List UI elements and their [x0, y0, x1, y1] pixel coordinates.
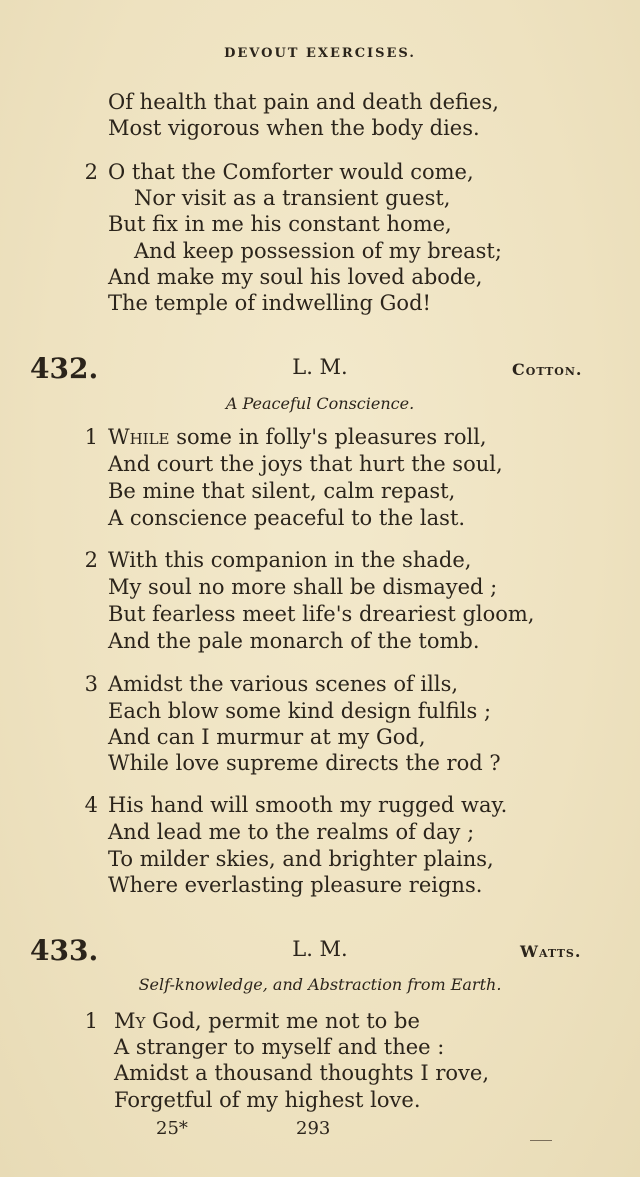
initial-word: While: [108, 425, 170, 449]
verse-line: And keep possession of my breast;: [134, 239, 502, 263]
stanza-number: 1: [84, 1009, 98, 1033]
hymn-number: 433.: [30, 934, 99, 967]
verse-line: Amidst a thousand thoughts I rove,: [114, 1061, 490, 1085]
stanza-number: 4: [84, 793, 98, 817]
hymn-meter: L. M.: [292, 937, 348, 961]
initial-word: My: [114, 1009, 146, 1033]
verse-line: My soul no more shall be dismayed ;: [108, 575, 498, 599]
hymn-title: A Peaceful Conscience.: [225, 394, 415, 413]
stanza-number: 2: [84, 548, 98, 572]
hymn-title: Self-knowledge, and Abstraction from Earth.: [138, 975, 502, 994]
verse-line: Amidst the various scenes of ills,: [108, 672, 459, 696]
verse-line: [108, 424, 487, 450]
verse-line: A conscience peaceful to the last.: [108, 506, 466, 530]
verse-line: But fearless meet life's dreariest gloom,: [108, 602, 535, 626]
signature-mark: 25*: [156, 1118, 188, 1139]
verse-line: Each blow some kind design fulfils ;: [108, 699, 492, 723]
tune-name: Cotton.: [512, 360, 583, 379]
verse-line: O that the Comforter would come,: [108, 160, 474, 184]
hymn-number: 432.: [30, 352, 99, 385]
verse-line: A stranger to myself and thee :: [114, 1035, 445, 1059]
rule-mark: [530, 1140, 552, 1141]
page-number: 293: [296, 1118, 331, 1139]
verse-line-rest: God, permit me not to be: [145, 1009, 420, 1033]
running-header: DEVOUT EXERCISES.: [224, 46, 416, 61]
verse-line: [114, 1008, 420, 1034]
verse-line: While love supreme directs the rod ?: [108, 751, 501, 775]
verse-line: His hand will smooth my rugged way.: [108, 793, 508, 817]
stanza-number: 3: [84, 672, 98, 696]
verse-line: And the pale monarch of the tomb.: [108, 629, 480, 653]
verse-line: The temple of indwelling God!: [108, 291, 431, 315]
hymn-meter: L. M.: [292, 355, 348, 379]
verse-line-rest: some in folly's pleasures roll,: [169, 425, 487, 449]
verse-line: To milder skies, and brighter plains,: [108, 847, 494, 871]
verse-line: Be mine that silent, calm repast,: [108, 479, 456, 503]
stanza-number: 2: [84, 160, 98, 184]
verse-line: Nor visit as a transient guest,: [134, 186, 451, 210]
verse-line: And court the joys that hurt the soul,: [108, 452, 503, 476]
tune-name: Watts.: [520, 942, 582, 961]
verse-line: But fix in me his constant home,: [108, 212, 452, 236]
verse-line: Of health that pain and death defies,: [108, 90, 499, 114]
verse-line: And make my soul his loved abode,: [108, 265, 483, 289]
verse-line: And lead me to the realms of day ;: [108, 820, 475, 844]
stanza-number: 1: [84, 425, 98, 449]
verse-line: Where everlasting pleasure reigns.: [108, 873, 483, 897]
verse-line: And can I murmur at my God,: [108, 725, 426, 749]
verse-line: With this companion in the shade,: [108, 548, 472, 572]
verse-line: Most vigorous when the body dies.: [108, 116, 480, 140]
verse-line: Forgetful of my highest love.: [114, 1088, 421, 1112]
